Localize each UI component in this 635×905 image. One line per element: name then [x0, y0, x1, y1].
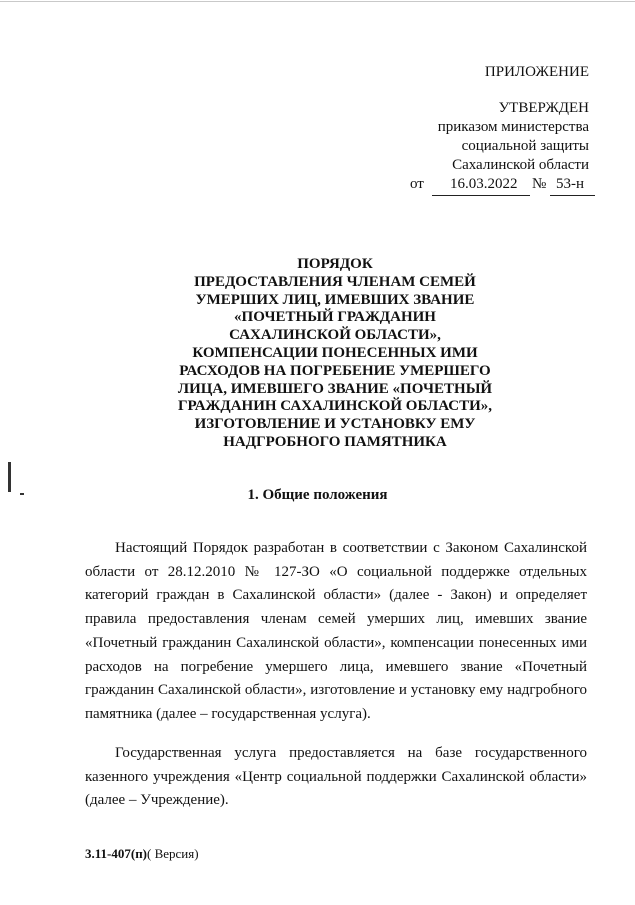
section-heading: 1. Общие положения	[247, 487, 388, 503]
number-label: №	[532, 176, 547, 192]
title-line: САХАЛИНСКОЙ ОБЛАСТИ»,	[229, 327, 441, 344]
document-title	[160, 256, 510, 452]
title-line: ПРЕДОСТАВЛЕНИЯ ЧЛЕНАМ СЕМЕЙ	[194, 273, 476, 290]
appendix-text: ПРИЛОЖЕНИЕ	[484, 64, 589, 80]
title-line: НАДГРОБНОГО ПАМЯТНИКА	[223, 433, 447, 450]
date-underline	[432, 195, 530, 196]
footer-code: 3.11-407(п)	[85, 846, 148, 861]
number-underline	[550, 195, 595, 196]
title-line: ИЗГОТОВЛЕНИЕ И УСТАНОВКУ ЕМУ	[194, 416, 476, 433]
approved-heading: УТВЕРЖДЕН	[498, 100, 589, 116]
approved-line-2: социальной защиты	[461, 138, 589, 154]
order-date-number	[410, 176, 595, 198]
title-line: ГРАЖДАНИН САХАЛИНСКОЙ ОБЛАСТИ»,	[177, 398, 493, 415]
approved-line-3: Сахалинской области	[452, 157, 589, 173]
title-line: ПОРЯДОК	[297, 256, 373, 272]
paragraph-2: Государственная услуга предоставляется на базе государственного казенного учреждения «Центр социальной поддержки Сахалинской области» (далее – Учреждение).	[85, 745, 587, 809]
footer-version: ( Версия)	[147, 846, 199, 861]
title-line: УМЕРШИХ ЛИЦ, ИМЕВШИХ ЗВАНИЕ	[195, 291, 475, 308]
title-line: КОМПЕНСАЦИИ ПОНЕСЕННЫХ ИМИ	[192, 344, 478, 361]
footer	[85, 846, 199, 862]
title-line: ЛИЦА, ИМЕВШЕГО ЗВАНИЕ «ПОЧЕТНЫЙ	[177, 380, 493, 397]
approved-line-1: приказом министерства	[437, 119, 589, 135]
scan-top-edge	[0, 1, 635, 2]
paragraph-1: Настоящий Порядок разработан в соответствии с Законом Сахалинской области от 28.12.2010 № 127-ЗО «О социальной поддержке отдельных категорий граждан в Сахалинской области» (далее - Закон) и определяет правила предоставления членам семей умерших лиц, имевших звание «Почетный гражданин Сахалинской области», компенсации понесенных ими расходов на погребение умершего лица, имевшего звание «Почетный гражданин Сахалинской области», изготовление и установку ему надгробного памятника (далее – государственная услуга).	[85, 540, 587, 722]
order-date: 16.03.2022	[450, 176, 518, 192]
appendix-label	[485, 63, 589, 82]
from-label: от	[410, 176, 424, 192]
title-line: «ПОЧЕТНЫЙ ГРАЖДАНИН	[234, 309, 436, 326]
title-line: РАСХОДОВ НА ПОГРЕБЕНИЕ УМЕРШЕГО	[179, 362, 491, 379]
order-number: 53-н	[556, 176, 585, 192]
approval-block	[438, 99, 589, 175]
